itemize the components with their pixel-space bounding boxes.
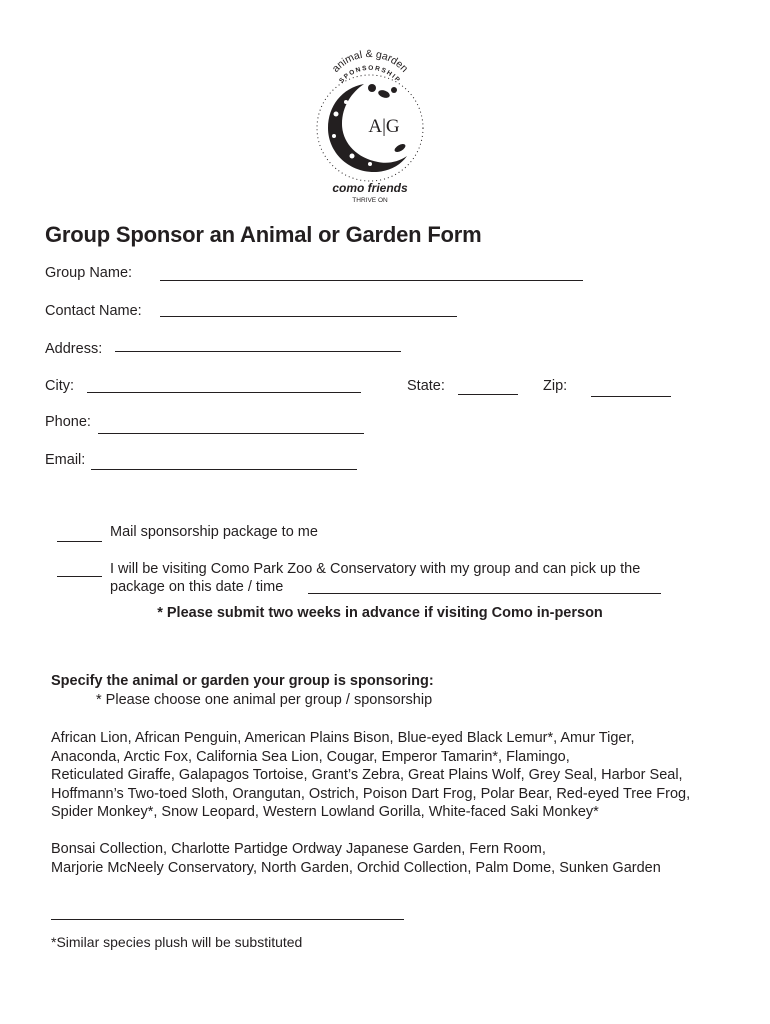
advance-note: * Please submit two weeks in advance if visiting Como in-person — [157, 605, 603, 621]
animals-line: Hoffmann’s Two-toed Sloth, Orangutan, Ostrich, Poison Dart Frog, Polar Bear, Red-eyed Tree Frog, — [51, 785, 691, 802]
footnote: *Similar species plush will be substituted — [51, 934, 303, 950]
pickup-option-label-line2: package on this date / time — [110, 579, 284, 595]
specify-heading: Specify the animal or garden your group is sponsoring: — [51, 673, 434, 689]
state-field[interactable] — [458, 380, 518, 395]
state-label: State: — [407, 378, 445, 394]
email-label: Email: — [45, 452, 86, 468]
address-label: Address: — [45, 341, 103, 357]
logo-arc-subtitle: SPONSORSHIP — [338, 64, 402, 85]
animals-list — [51, 729, 731, 822]
animals-line: African Lion, African Penguin, American Plains Bison, Blue-eyed Black Lemur*, Amur Tiger, — [51, 730, 635, 746]
zip-field[interactable] — [591, 382, 671, 397]
sponsorship-logo — [312, 44, 428, 208]
animals-line: Reticulated Giraffe, Galapagos Tortoise, Grant’s Zebra, Great Plains Wolf, Grey Seal, Harbor Seal, — [51, 767, 683, 783]
logo-monogram: A|G — [368, 116, 400, 137]
form-title: Group Sponsor an Animal or Garden Form — [45, 222, 482, 247]
contact-name-label: Contact Name: — [45, 303, 142, 319]
group-name-field[interactable] — [160, 266, 583, 281]
pickup-option-checkline[interactable] — [57, 562, 102, 577]
gardens-list — [51, 840, 731, 877]
city-label: City: — [45, 378, 74, 394]
specify-subnote: * Please choose one animal per group / sponsorship — [96, 692, 433, 708]
pickup-option-label-line1: I will be visiting Como Park Zoo & Conservatory with my group and can pick up the — [110, 561, 641, 577]
group-name-label: Group Name: — [45, 265, 133, 281]
city-field[interactable] — [87, 378, 361, 393]
phone-label: Phone: — [45, 414, 91, 430]
logo-tagline: THRIVE ON — [352, 197, 388, 204]
gardens-line: Bonsai Collection, Charlotte Partidge Ordway Japanese Garden, Fern Room, — [51, 841, 546, 857]
animals-line: Anaconda, Arctic Fox, California Sea Lion, Cougar, Emperor Tamarin*, Flamingo, — [51, 748, 570, 765]
mail-option-checkline[interactable] — [57, 527, 102, 542]
logo-brand: como friends — [332, 181, 408, 195]
pickup-datetime-field[interactable] — [308, 579, 661, 594]
footnote-divider — [51, 919, 404, 920]
mail-option-label: Mail sponsorship package to me — [110, 524, 318, 540]
svg-text:SPONSORSHIP — [338, 65, 402, 85]
phone-field[interactable] — [98, 419, 364, 434]
gardens-line: Marjorie McNeely Conservatory, North Garden, Orchid Collection, Palm Dome, Sunken Garden — [51, 859, 661, 876]
animals-line: Spider Monkey*, Snow Leopard, Western Lowland Gorilla, White-faced Saki Monkey* — [51, 804, 599, 820]
zip-label: Zip: — [543, 378, 568, 394]
logo-arc-title: animal & garden — [329, 48, 411, 75]
address-field[interactable] — [115, 337, 401, 352]
email-field[interactable] — [91, 455, 357, 470]
contact-name-field[interactable] — [160, 302, 457, 317]
